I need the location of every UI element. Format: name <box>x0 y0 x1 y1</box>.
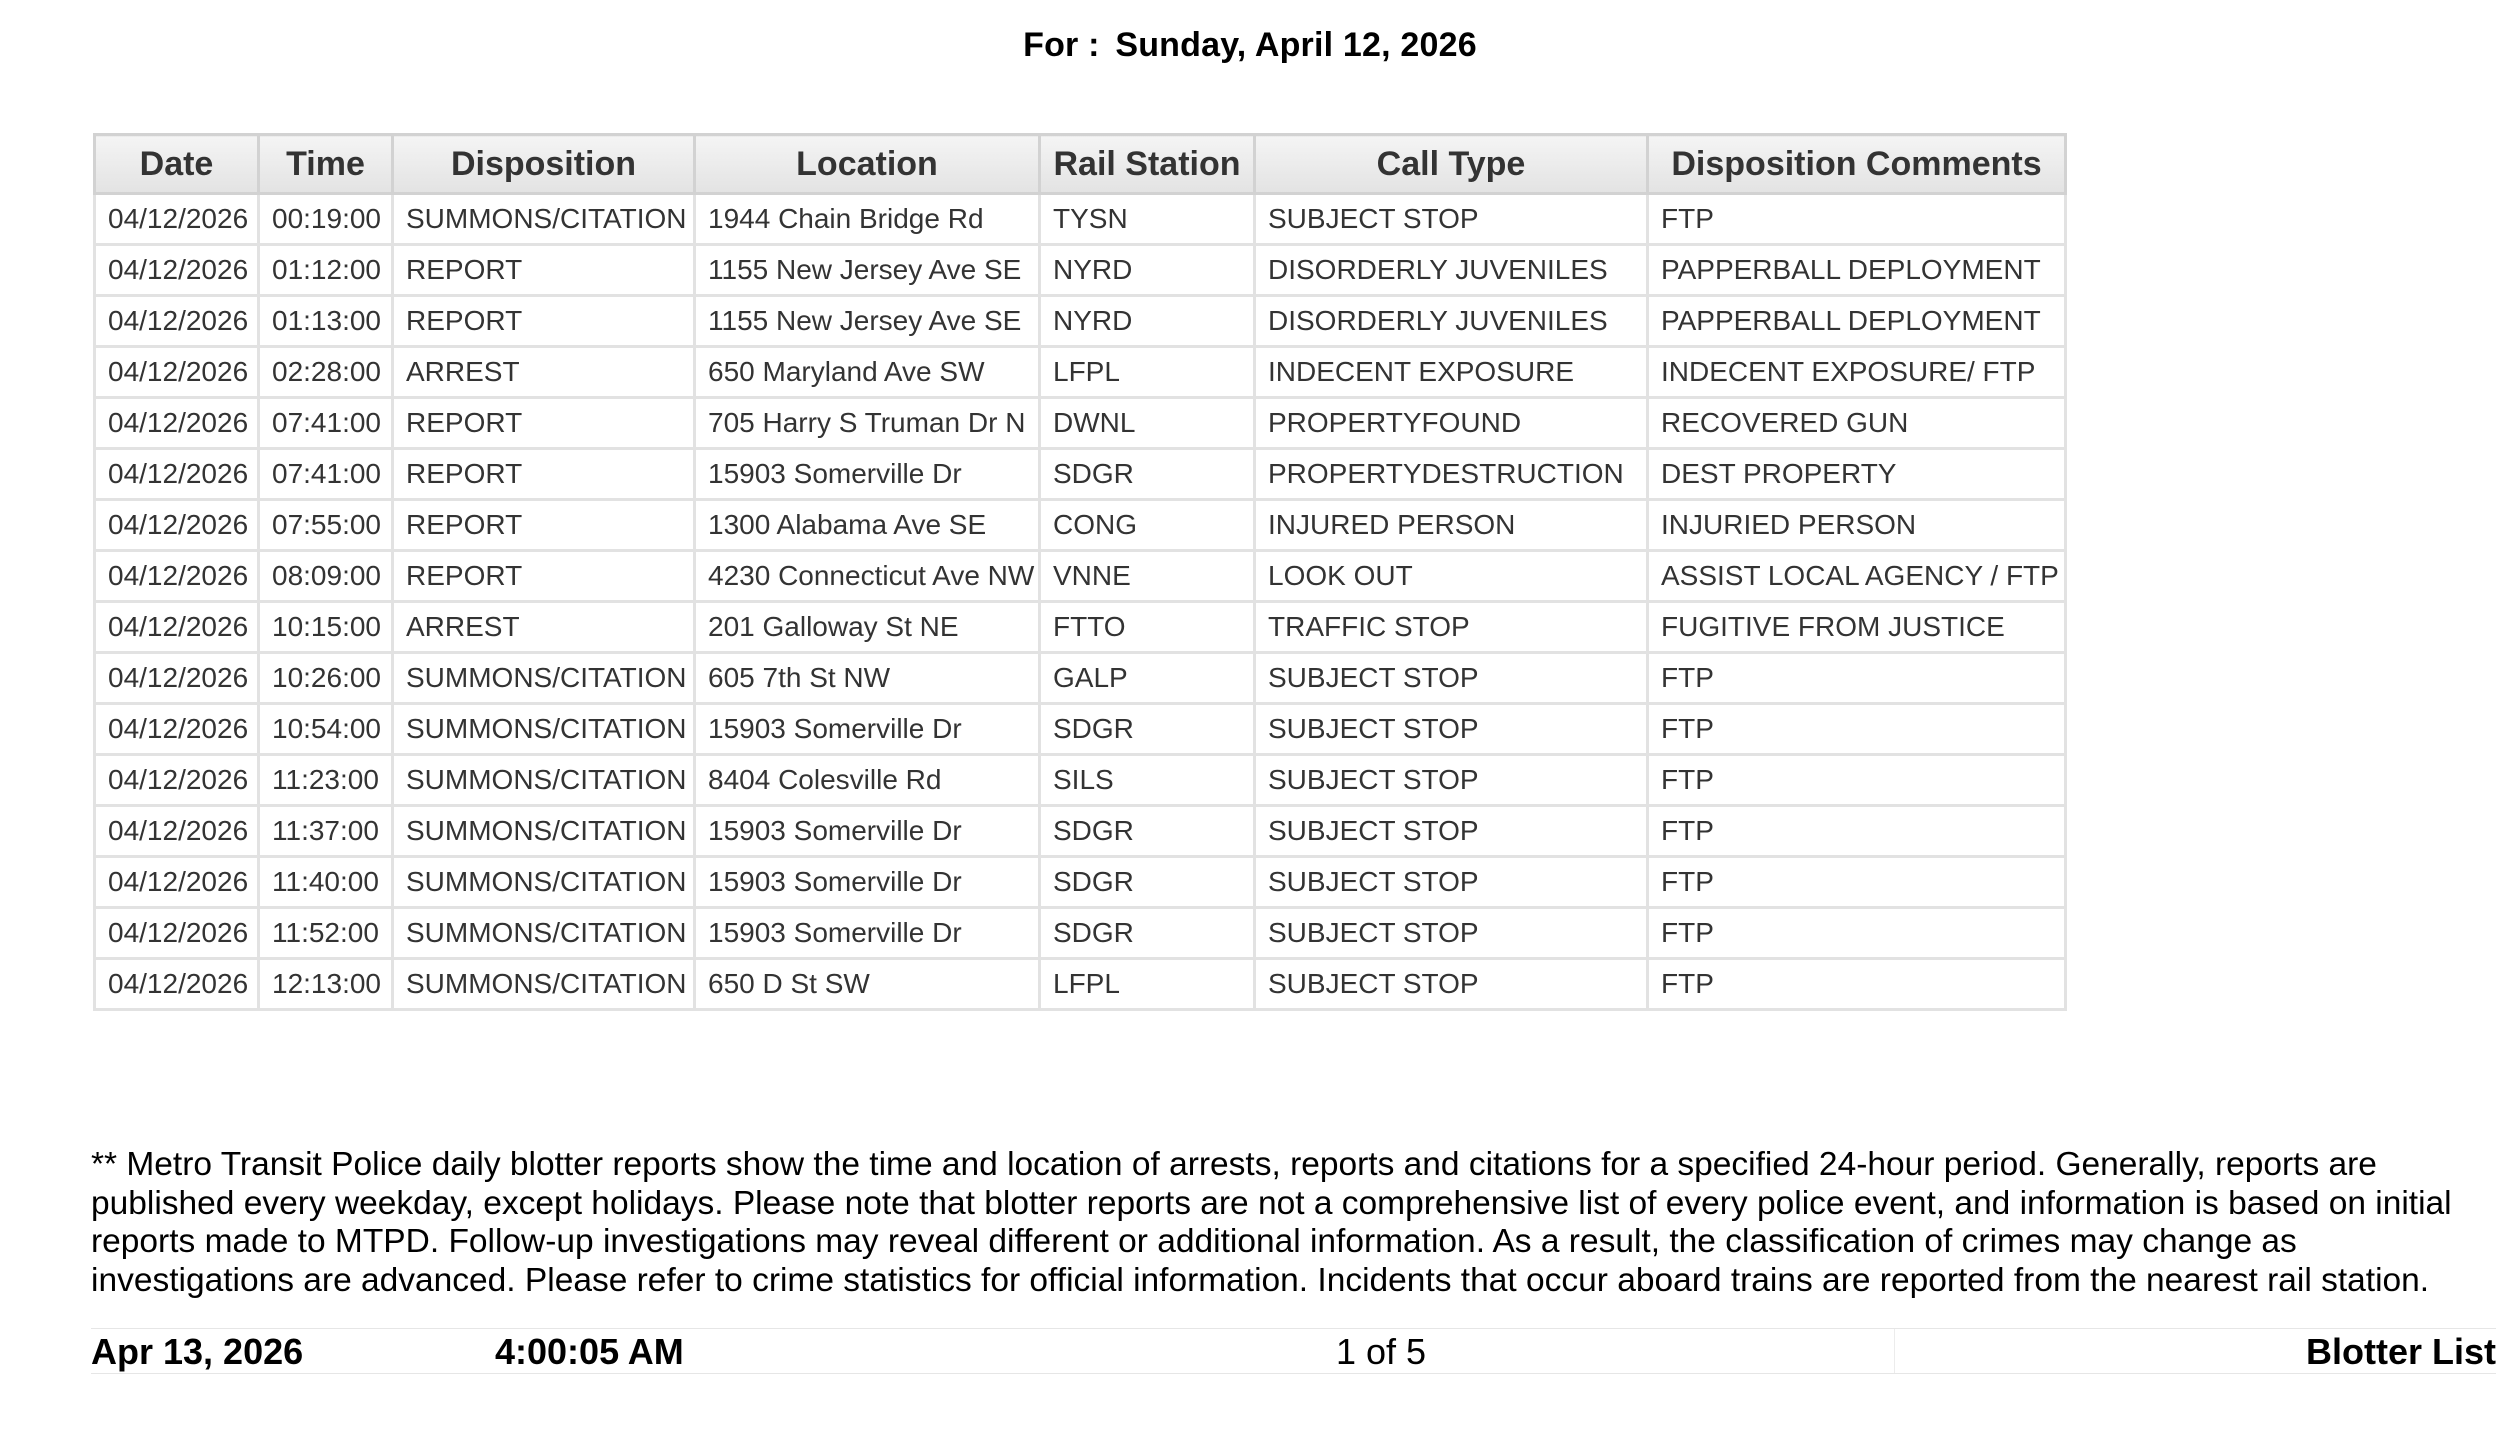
cell-date: 04/12/2026 <box>95 296 259 347</box>
cell-rail-station: GALP <box>1040 653 1255 704</box>
cell-date: 04/12/2026 <box>95 908 259 959</box>
table-row <box>95 551 2066 602</box>
cell-rail-station: SDGR <box>1040 857 1255 908</box>
table-row <box>95 857 2066 908</box>
cell-date: 04/12/2026 <box>95 347 259 398</box>
cell-disposition-comments: FTP <box>1648 806 2066 857</box>
cell-location: 1300 Alabama Ave SE <box>695 500 1040 551</box>
table-row <box>95 704 2066 755</box>
cell-call-type: SUBJECT STOP <box>1255 908 1648 959</box>
cell-call-type: TRAFFIC STOP <box>1255 602 1648 653</box>
cell-rail-station: NYRD <box>1040 296 1255 347</box>
cell-date: 04/12/2026 <box>95 551 259 602</box>
cell-time: 00:19:00 <box>259 194 393 245</box>
cell-disposition-comments: DEST PROPERTY <box>1648 449 2066 500</box>
cell-date: 04/12/2026 <box>95 806 259 857</box>
cell-time: 02:28:00 <box>259 347 393 398</box>
footer-divider <box>1894 1329 1895 1373</box>
cell-call-type: SUBJECT STOP <box>1255 959 1648 1010</box>
cell-date: 04/12/2026 <box>95 857 259 908</box>
cell-date: 04/12/2026 <box>95 602 259 653</box>
cell-time: 10:15:00 <box>259 602 393 653</box>
column-header-rail-station: Rail Station <box>1040 135 1255 194</box>
cell-call-type: INJURED PERSON <box>1255 500 1648 551</box>
cell-disposition: SUMMONS/CITATION <box>393 194 695 245</box>
column-header-date: Date <box>95 135 259 194</box>
cell-disposition-comments: FTP <box>1648 194 2066 245</box>
page-footer <box>91 1328 2496 1374</box>
cell-call-type: SUBJECT STOP <box>1255 857 1648 908</box>
cell-time: 01:13:00 <box>259 296 393 347</box>
cell-location: 15903 Somerville Dr <box>695 806 1040 857</box>
cell-disposition: SUMMONS/CITATION <box>393 653 695 704</box>
table-row <box>95 245 2066 296</box>
cell-disposition: ARREST <box>393 347 695 398</box>
cell-disposition-comments: PAPPERBALL DEPLOYMENT <box>1648 245 2066 296</box>
table-header <box>95 135 2066 194</box>
cell-date: 04/12/2026 <box>95 449 259 500</box>
cell-disposition: REPORT <box>393 500 695 551</box>
cell-date: 04/12/2026 <box>95 959 259 1010</box>
footer-report-name: Blotter List <box>2305 1331 2496 1372</box>
cell-location: 1944 Chain Bridge Rd <box>695 194 1040 245</box>
cell-time: 11:23:00 <box>259 755 393 806</box>
header-row <box>95 135 2066 194</box>
cell-time: 01:12:00 <box>259 245 393 296</box>
cell-disposition-comments: ASSIST LOCAL AGENCY / FTP <box>1648 551 2066 602</box>
cell-rail-station: SDGR <box>1040 704 1255 755</box>
cell-date: 04/12/2026 <box>95 398 259 449</box>
table-row <box>95 449 2066 500</box>
cell-disposition-comments: FTP <box>1648 704 2066 755</box>
cell-date: 04/12/2026 <box>95 500 259 551</box>
cell-disposition-comments: INDECENT EXPOSURE/ FTP <box>1648 347 2066 398</box>
cell-call-type: DISORDERLY JUVENILES <box>1255 245 1648 296</box>
cell-disposition: ARREST <box>393 602 695 653</box>
cell-rail-station: NYRD <box>1040 245 1255 296</box>
report-title-date: Sunday, April 12, 2026 <box>1115 26 1477 64</box>
cell-location: 201 Galloway St NE <box>695 602 1040 653</box>
cell-disposition: REPORT <box>393 245 695 296</box>
cell-time: 07:41:00 <box>259 449 393 500</box>
cell-location: 1155 New Jersey Ave SE <box>695 296 1040 347</box>
footer-run-date: Apr 13, 2026 <box>91 1331 304 1372</box>
cell-rail-station: LFPL <box>1040 347 1255 398</box>
cell-disposition-comments: FUGITIVE FROM JUSTICE <box>1648 602 2066 653</box>
cell-call-type: PROPERTYDESTRUCTION <box>1255 449 1648 500</box>
cell-time: 07:55:00 <box>259 500 393 551</box>
cell-date: 04/12/2026 <box>95 755 259 806</box>
cell-time: 11:37:00 <box>259 806 393 857</box>
cell-disposition: SUMMONS/CITATION <box>393 704 695 755</box>
cell-call-type: INDECENT EXPOSURE <box>1255 347 1648 398</box>
table-row <box>95 347 2066 398</box>
cell-rail-station: LFPL <box>1040 959 1255 1010</box>
cell-date: 04/12/2026 <box>95 653 259 704</box>
cell-rail-station: SDGR <box>1040 908 1255 959</box>
column-header-disposition-comments: Disposition Comments <box>1648 135 2066 194</box>
cell-rail-station: TYSN <box>1040 194 1255 245</box>
column-header-time: Time <box>259 135 393 194</box>
cell-disposition-comments: PAPPERBALL DEPLOYMENT <box>1648 296 2066 347</box>
footer-page-number: 1 of 5 <box>1335 1331 1427 1372</box>
cell-time: 11:40:00 <box>259 857 393 908</box>
cell-location: 8404 Colesville Rd <box>695 755 1040 806</box>
cell-disposition: SUMMONS/CITATION <box>393 806 695 857</box>
cell-call-type: LOOK OUT <box>1255 551 1648 602</box>
cell-disposition-comments: FTP <box>1648 959 2066 1010</box>
column-header-call-type: Call Type <box>1255 135 1648 194</box>
cell-rail-station: SDGR <box>1040 449 1255 500</box>
cell-rail-station: CONG <box>1040 500 1255 551</box>
cell-time: 11:52:00 <box>259 908 393 959</box>
table-row <box>95 296 2066 347</box>
cell-time: 10:54:00 <box>259 704 393 755</box>
cell-location: 15903 Somerville Dr <box>695 857 1040 908</box>
cell-date: 04/12/2026 <box>95 194 259 245</box>
table-body <box>95 194 2066 1010</box>
cell-date: 04/12/2026 <box>95 704 259 755</box>
cell-disposition: REPORT <box>393 551 695 602</box>
cell-location: 605 7th St NW <box>695 653 1040 704</box>
cell-call-type: SUBJECT STOP <box>1255 806 1648 857</box>
cell-disposition: REPORT <box>393 398 695 449</box>
cell-disposition: REPORT <box>393 449 695 500</box>
cell-location: 15903 Somerville Dr <box>695 704 1040 755</box>
cell-call-type: SUBJECT STOP <box>1255 653 1648 704</box>
cell-disposition: REPORT <box>393 296 695 347</box>
table-row <box>95 398 2066 449</box>
cell-location: 650 Maryland Ave SW <box>695 347 1040 398</box>
cell-call-type: PROPERTYFOUND <box>1255 398 1648 449</box>
cell-call-type: SUBJECT STOP <box>1255 194 1648 245</box>
cell-disposition-comments: FTP <box>1648 755 2066 806</box>
table-row <box>95 194 2066 245</box>
cell-disposition: SUMMONS/CITATION <box>393 908 695 959</box>
cell-date: 04/12/2026 <box>95 245 259 296</box>
table-row <box>95 500 2066 551</box>
cell-disposition-comments: FTP <box>1648 857 2066 908</box>
cell-rail-station: VNNE <box>1040 551 1255 602</box>
table-row <box>95 959 2066 1010</box>
cell-call-type: DISORDERLY JUVENILES <box>1255 296 1648 347</box>
cell-time: 08:09:00 <box>259 551 393 602</box>
cell-location: 15903 Somerville Dr <box>695 449 1040 500</box>
report-title-prefix: For : <box>1023 26 1100 64</box>
footer-run-time: 4:00:05 AM <box>495 1331 684 1372</box>
disclaimer-text: ** Metro Transit Police daily blotter reports show the time and location of arrests, reports and citations for a specified 24-hour period. Generally, reports are published every weekday, except holidays. Please note that blotter reports are not a comprehensive list of every police event, and information is based on initial reports made to MTPD. Follow-up investigations may reveal different or additional information. As a result, the classification of crimes may change as investigations are advanced. Please refer to crime statistics for official information. Incidents that occur aboard trains are reported from the nearest rail station. <box>91 1146 2452 1299</box>
cell-disposition: SUMMONS/CITATION <box>393 857 695 908</box>
cell-rail-station: DWNL <box>1040 398 1255 449</box>
column-header-disposition: Disposition <box>393 135 695 194</box>
cell-disposition: SUMMONS/CITATION <box>393 959 695 1010</box>
table-row <box>95 806 2066 857</box>
cell-location: 4230 Connecticut Ave NW <box>695 551 1040 602</box>
cell-time: 12:13:00 <box>259 959 393 1010</box>
cell-location: 15903 Somerville Dr <box>695 908 1040 959</box>
cell-disposition-comments: FTP <box>1648 653 2066 704</box>
cell-time: 10:26:00 <box>259 653 393 704</box>
cell-disposition-comments: INJURIED PERSON <box>1648 500 2066 551</box>
cell-call-type: SUBJECT STOP <box>1255 755 1648 806</box>
cell-disposition-comments: FTP <box>1648 908 2066 959</box>
table-row <box>95 653 2066 704</box>
table-row <box>95 755 2066 806</box>
cell-disposition: SUMMONS/CITATION <box>393 755 695 806</box>
cell-call-type: SUBJECT STOP <box>1255 704 1648 755</box>
table-row <box>95 602 2066 653</box>
column-header-location: Location <box>695 135 1040 194</box>
cell-location: 650 D St SW <box>695 959 1040 1010</box>
blotter-table <box>93 133 2067 1011</box>
cell-rail-station: SILS <box>1040 755 1255 806</box>
cell-location: 705 Harry S Truman Dr N <box>695 398 1040 449</box>
cell-rail-station: FTTO <box>1040 602 1255 653</box>
cell-location: 1155 New Jersey Ave SE <box>695 245 1040 296</box>
cell-time: 07:41:00 <box>259 398 393 449</box>
table-row <box>95 908 2066 959</box>
cell-disposition-comments: RECOVERED GUN <box>1648 398 2066 449</box>
report-title <box>0 26 2500 65</box>
cell-rail-station: SDGR <box>1040 806 1255 857</box>
